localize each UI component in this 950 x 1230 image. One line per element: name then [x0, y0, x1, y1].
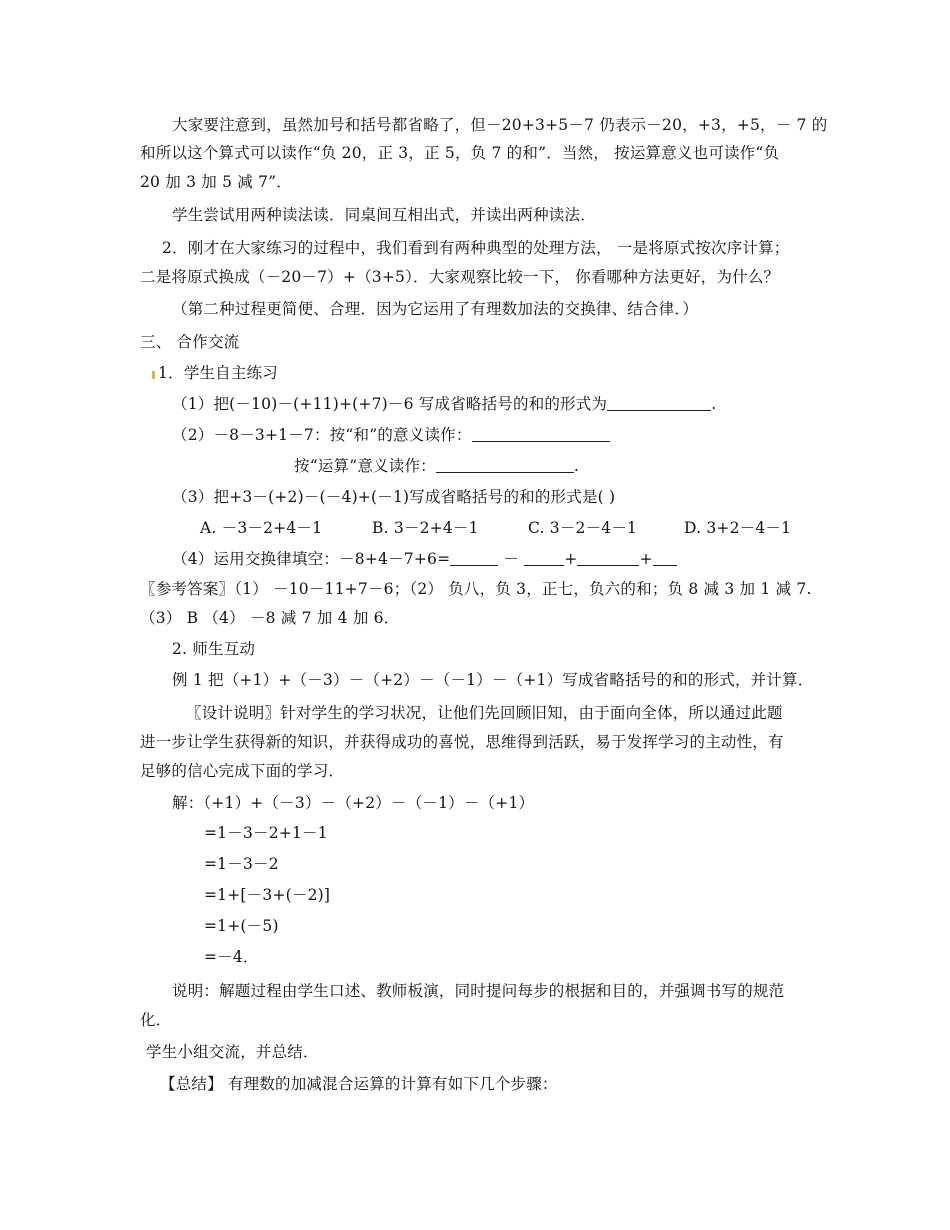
exercise-3: （3）把+3－(+2)－(－4)+(－1)写成省略括号的和的形式是( )	[172, 488, 616, 506]
explanation-cont: 化．	[140, 1011, 172, 1029]
section-heading: 三、 合作交流	[140, 333, 240, 351]
solution-step: =－4．	[204, 948, 259, 966]
reference-answer: 〖参考答案〗（1） －10－11+7－6；（2） 负八，负 3，正七，负六的和；负 8 减 3 加 1 减 7.	[140, 580, 812, 598]
paragraph-line: 20 加 3 加 5 减 7”．	[140, 173, 292, 191]
exercise-text: （4）运用交换律填空：－8+4－7+6=	[172, 550, 451, 568]
design-note-line: 进一步让学生获得新的知识，并获得成功的喜悦，思维得到活跃，易于发挥学习的主动性，有	[140, 733, 784, 751]
answer-blank[interactable]	[472, 427, 610, 442]
solution-step: =1+(－5)	[204, 917, 279, 935]
design-note-line: 足够的信心完成下面的学习．	[140, 762, 345, 780]
paragraph-line: 学生尝试用两种读法读．同桌间互相出式，并读出两种读法．	[172, 206, 596, 224]
solution-heading: 解：（+1）+（－3）－（+2）－（－1）－（+1）	[172, 794, 535, 812]
solution-step: =1－3－2	[204, 855, 279, 873]
group-exchange: 学生小组交流，并总结．	[146, 1043, 319, 1061]
paragraph-line: 二是将原式换成（－20－7）+（3+5）．大家观察比较一下， 你看哪种方法更好，为什么？	[140, 268, 780, 286]
subsection-heading: 2. 师生互动	[172, 640, 256, 658]
solution-step: =1+[－3+(－2)]	[204, 886, 331, 904]
exercise-2	[172, 424, 852, 446]
option-d: D. 3+2－4－1	[684, 519, 792, 537]
design-note: 〖设计说明〗针对学生的学习状况，让他们先回顾旧知，由于面向全体，所以通过此题	[186, 704, 783, 722]
answer-blank[interactable]	[577, 551, 639, 566]
summary: 【总结】 有理数的加减混合运算的计算有如下几个步骤：	[160, 1075, 558, 1093]
plus-sign: +	[564, 550, 578, 568]
plus-sign: +	[639, 550, 653, 568]
paragraph-line: 和所以这个算式可以读作“负 20，正 3，正 5，负 7 的和”．当然， 按运算意义也可读作“负	[140, 144, 780, 162]
exercise-text: （1）把(－10)－(+11)+(+7)－6 写成省略括号的和的形式为	[172, 395, 608, 413]
answer-blank[interactable]	[524, 551, 564, 566]
exercise-2-line2	[294, 455, 950, 477]
example-1: 例 1 把（+1）+（－3）－（+2）－（－1）－（+1）写成省略括号的和的形式，并计算．	[172, 671, 814, 689]
exercise-4	[172, 548, 852, 570]
exercise-text: （2）－8－3+1－7：按“和”的意义读作：	[172, 426, 472, 444]
answer-blank[interactable]	[450, 551, 498, 566]
answer-blank[interactable]	[653, 551, 677, 566]
answer-blank[interactable]	[436, 458, 574, 473]
answer-blank[interactable]	[607, 396, 711, 411]
subsection-heading	[152, 362, 832, 384]
period: .	[711, 395, 717, 413]
highlight-mark	[152, 371, 155, 379]
option-c: C. 3－2－4－1	[528, 519, 638, 537]
paragraph-line: （第二种过程更简便、合理．因为它运用了有理数加法的交换律、结合律．）	[172, 300, 699, 318]
exercise-1	[172, 393, 852, 415]
solution-step: =1－3－2+1－1	[204, 824, 328, 842]
period: .	[573, 457, 579, 475]
option-a: A. －3－2+4－1	[200, 519, 323, 537]
explanation: 说明：解题过程由学生口述、教师板演，同时提问每步的根据和目的，并强调书写的规范	[172, 982, 785, 1000]
subsection-text: 1．学生自主练习	[158, 364, 278, 382]
reference-answer-cont: （3） B （4） －8 减 7 加 4 加 6．	[140, 609, 400, 627]
paragraph-line: 2．刚才在大家练习的过程中，我们看到有两种典型的处理方法， 一是将原式按次序计算；	[162, 239, 790, 257]
minus-sign: －	[503, 550, 520, 568]
option-b: B. 3－2+4－1	[372, 519, 479, 537]
paragraph-line: 大家要注意到，虽然加号和括号都省略了，但－20+3+5－7 仍表示－20，+3，+5，－ 7 的	[172, 116, 828, 134]
exercise-text: 按“运算”意义读作：	[294, 457, 436, 475]
